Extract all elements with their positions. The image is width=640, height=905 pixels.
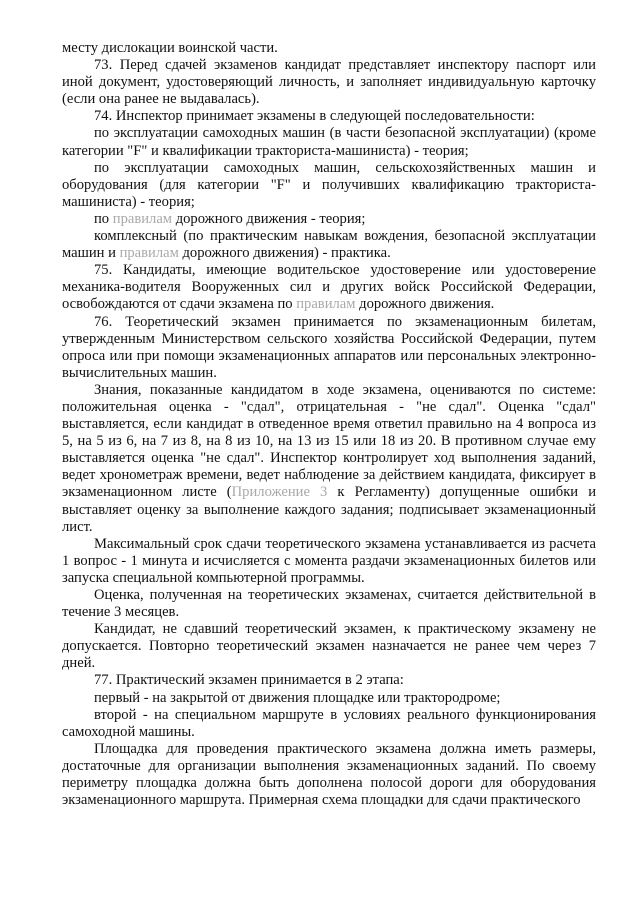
text-run: комплексный (по практическим навыкам вождения, безопасной эксплуатации машин и [62, 228, 596, 262]
text-run: 75. Кандидаты, имеющие водительское удостоверение или удостоверение механика-водителя Вооруженных сил и других войск Российской Федерации, освобождаются от сдачи экзамена по [62, 262, 596, 313]
text-run: месту дислокации воинской части. [62, 40, 278, 56]
text-run: дорожного движения) - практика. [178, 245, 391, 262]
paragraph [62, 211, 596, 228]
text-run: Знания, показанные кандидатом в ходе экзамена, оцениваются по системе: положительная оценка - "сдал", отрицательная - "не сдал". Оценка "сдал" выставляется, если кандидат в отведенное время ответил правильно на 4 вопроса из 5, на 5 из 6, на 7 из 8, на 8 из 10, на 13 из 15 или 18 из 20. В противном случае ему выставляется оценка "не сдал". Инспектор контролирует ход выполнения заданий, ведет хронометраж времени, ведет наблюдение за действием кандидата, фиксирует в экзаменационном листе ( [62, 381, 596, 501]
paragraph [62, 57, 596, 108]
paragraph [62, 160, 596, 211]
paragraph [62, 707, 596, 741]
paragraph [62, 382, 596, 536]
text-run: Максимальный срок сдачи теоретического экзамена устанавливается из расчета 1 вопрос - 1 минута и исчисляется с момента раздачи экзаменационных билетов или запуска специальной компьютерной программы. [62, 535, 596, 586]
text-run: дорожного движения. [355, 296, 495, 313]
paragraph [62, 125, 596, 159]
text-run: 76. Теоретический экзамен принимается по экзаменационным билетам, утвержденным Министерством сельского хозяйства Российской Федерации, путем опроса или при помощи экзаменационных аппаратов или персональных электронно-вычислительных машин. [62, 313, 596, 381]
text-run: по [94, 210, 113, 227]
paragraph [62, 262, 596, 313]
paragraph [62, 314, 596, 382]
text-run: по эксплуатации самоходных машин, сельскохозяйственных машин и оборудования (для категории "F" и получивших квалификацию тракториста-машиниста) - теория; [62, 159, 596, 210]
text-run: Кандидат, не сдавший теоретический экзамен, к практическому экзамену не допускается. Повторно теоретический экзамен назначается не ранее чем через 7 дней. [62, 621, 596, 672]
faint-reference-link: правилам [112, 210, 173, 227]
paragraph [62, 40, 596, 57]
text-run: Оценка, полученная на теоретических экзаменах, считается действительной в течение 3 месяцев. [62, 587, 596, 621]
text-run: 73. Перед сдачей экзаменов кандидат представляет инспектору паспорт или иной документ, удостоверяющий личность, и заполняет индивидуальную карточку (если она ранее не выдавалась). [62, 57, 596, 108]
text-run: 77. Практический экзамен принимается в 2 этапа: [94, 672, 404, 689]
faint-reference-link: правилам [296, 296, 356, 313]
text-run: к Регламенту) допущенные ошибки и выставляет оценку за выполнение каждого задания; подписывает экзаменационный лист. [62, 484, 597, 535]
text-run: дорожного движения - теория; [172, 210, 366, 227]
paragraph [62, 690, 596, 707]
text-run: 74. Инспектор принимает экзамены в следующей последовательности: [94, 108, 535, 125]
paragraph [62, 228, 596, 262]
paragraph [62, 621, 596, 672]
paragraph [62, 587, 596, 621]
text-run: второй - на специальном маршруте в условиях реального функционирования самоходной машины. [62, 706, 596, 740]
paragraph [62, 536, 596, 587]
paragraph [62, 108, 596, 125]
text-run: Площадка для проведения практического экзамена должна иметь размеры, достаточные для организации выполнения экзаменационных заданий. По своему периметру площадка должна быть дополнена полосой дороги для оборудования экзаменационного маршрута. Примерная схема площадки для сдачи практического [62, 740, 596, 809]
faint-reference-link: Приложение 3 [231, 484, 328, 501]
text-run: первый - на закрытой от движения площадке или трактородроме; [94, 689, 501, 706]
paragraph [62, 741, 596, 809]
paragraph [62, 672, 596, 689]
text-run: по эксплуатации самоходных машин (в части безопасной эксплуатации) (кроме категории "F" и квалификации тракториста-машиниста) - теория; [62, 125, 596, 159]
faint-reference-link: правилам [119, 245, 179, 262]
